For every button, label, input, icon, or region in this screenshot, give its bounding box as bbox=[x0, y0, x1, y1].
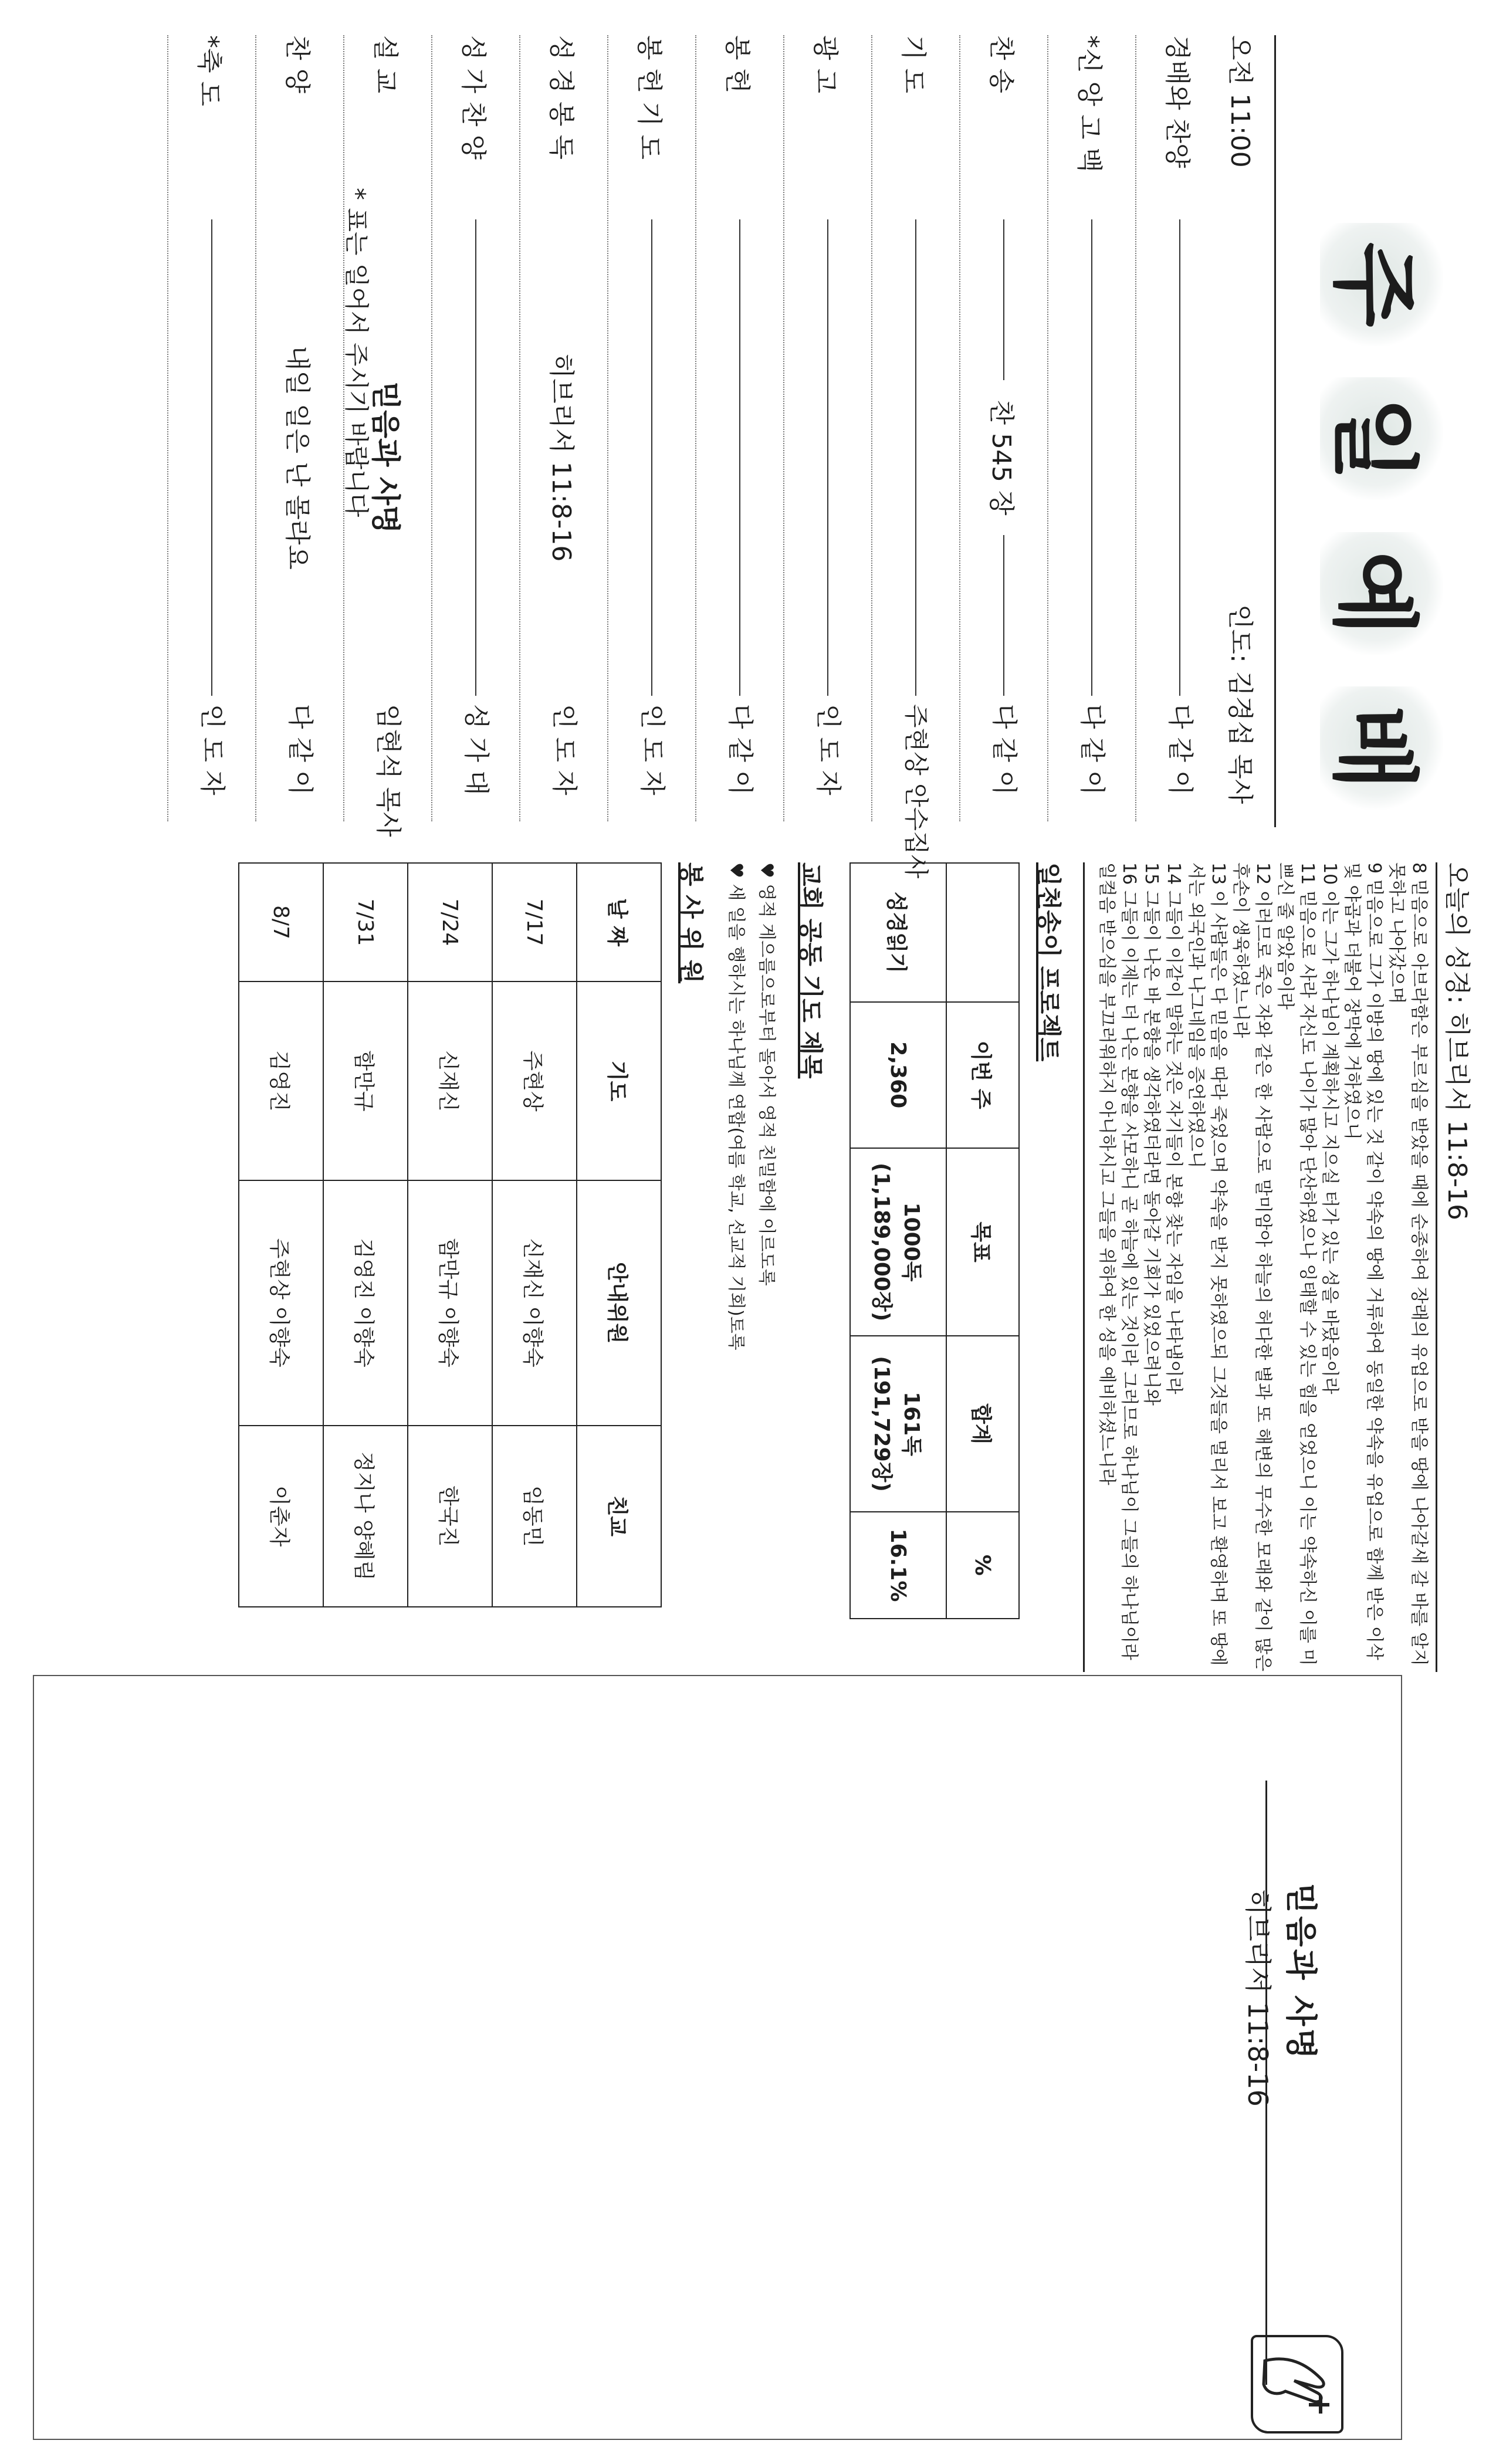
verse: 15 그들이 나온 바 본향을 생각하였더라면 돌아갈 기회가 있었으려니와 bbox=[1141, 862, 1162, 1406]
service-cell: 8/7 bbox=[239, 863, 323, 981]
hymn-number: 찬 545 장 bbox=[986, 400, 1016, 516]
worship-item-person: 다 같 이 bbox=[1165, 704, 1195, 796]
title-char: 일 bbox=[1320, 377, 1443, 500]
worship-row bbox=[519, 35, 607, 821]
leader-line bbox=[1003, 219, 1004, 380]
worship-row bbox=[695, 35, 783, 821]
worship-item-person: 임현석 목사 bbox=[373, 704, 403, 837]
worship-item-label: 봉 헌 기 도 bbox=[634, 35, 664, 160]
service-cell: 김영진 bbox=[239, 981, 323, 1180]
service-header: 기도 bbox=[577, 981, 661, 1180]
table-row bbox=[323, 863, 408, 1607]
leader-line bbox=[475, 219, 476, 696]
title-char: 배 bbox=[1320, 686, 1443, 810]
worship-item-label: 광 고 bbox=[810, 35, 840, 93]
worship-item-person: 주현상 안수집사 bbox=[902, 704, 930, 879]
service-time: 오전 11:00 bbox=[1225, 35, 1255, 168]
worship-item-label: 경배와 찬양 bbox=[1162, 35, 1192, 168]
leader-line bbox=[739, 219, 740, 696]
service-cell: 7/24 bbox=[408, 863, 492, 981]
verse: 12 이러므로 죽은 자와 같은 한 사람으로 말미암아 하늘의 허다한 별과 또 해변의 무수한 모래와 같이 많은 후손이 생육하였느니라 bbox=[1230, 862, 1273, 1671]
verse: 9 믿음으로 그가 이방의 땅에 있는 것 같이 약속의 땅에 거류하여 동일한 약속을 유업으로 함께 받은 이삭 및 야곱과 더불어 장막에 거하였으니 bbox=[1342, 862, 1385, 1660]
worship-item-label: 기 도 bbox=[898, 35, 928, 93]
project-goal bbox=[850, 1148, 946, 1336]
worship-item-person: 다 같 이 bbox=[725, 704, 755, 796]
verse: 13 이 사람들은 다 믿음을 따라 죽었으며 약속을 받지 못하였으되 그것들을 멀리서 보고 환영하며 또 땅에서는 외국인과 나그네임을 증언하였으니 bbox=[1186, 862, 1228, 1666]
worship-item-person: 인 도 자 bbox=[637, 704, 667, 796]
leader-line bbox=[1091, 219, 1092, 696]
worship-row bbox=[783, 35, 871, 821]
service-cell: 7/17 bbox=[492, 863, 577, 981]
service-header: 친교 bbox=[577, 1426, 661, 1607]
worship-item-label: 찬 송 bbox=[986, 35, 1016, 93]
service-cell: 함만규 bbox=[323, 981, 408, 1180]
project-total-value: 161독 bbox=[899, 1392, 923, 1457]
project-header: 목표 bbox=[946, 1148, 1019, 1336]
worship-item-person: 인 도 자 bbox=[813, 704, 843, 796]
verse: 10 이는 그가 하나님이 계획하시고 지으실 터가 있는 성을 바랐음이라 bbox=[1319, 862, 1340, 1395]
worship-title bbox=[1285, 223, 1478, 810]
verse: 11 믿음으로 사라 자신도 나이가 많아 단산하였으나 잉태할 수 있는 힘을 얻었으니 이는 약속하신 이를 미쁘신 줄 알았음이라 bbox=[1275, 862, 1318, 1666]
sermon-title: 믿음과 사명 bbox=[368, 381, 402, 534]
heart-icon: ♥ bbox=[756, 862, 777, 884]
scripture-heading: 오늘의 성경: 히브리서 11:8-16 bbox=[1436, 862, 1478, 1672]
title-char: 예 bbox=[1320, 532, 1443, 655]
table-row bbox=[492, 863, 577, 1607]
worship-row bbox=[1135, 35, 1223, 821]
service-table bbox=[238, 862, 662, 1607]
worship-item-person: 성 가 대 bbox=[461, 704, 491, 796]
project-goal-value: 1000독 bbox=[899, 1202, 923, 1282]
worship-item-person: 인 도 자 bbox=[549, 704, 579, 796]
prayer-text: 영적 게으름으로부터 돌아서 영적 친밀함에 이르도록 bbox=[756, 884, 777, 1286]
service-cell: 7/31 bbox=[323, 863, 408, 981]
worship-item-label: *신 앙 고 백 bbox=[1074, 35, 1104, 172]
worship-item-label: *축 도 bbox=[194, 35, 224, 106]
project-heading: 일천송이 프로젝트 bbox=[1034, 862, 1063, 1062]
project-header: 합계 bbox=[946, 1336, 1019, 1512]
service-cell: 이춘자 bbox=[239, 1426, 323, 1607]
project-percent: 16.1% bbox=[850, 1512, 946, 1619]
order-of-worship bbox=[167, 35, 1223, 879]
service-cell: 한국진 bbox=[408, 1426, 492, 1607]
worship-row bbox=[431, 35, 519, 821]
worship-item-person: 다 같 이 bbox=[989, 704, 1019, 796]
info-panel bbox=[238, 862, 1478, 1672]
cover-title: 믿음과 사명 bbox=[1282, 1883, 1319, 2062]
praying-hands-icon bbox=[1251, 2335, 1343, 2433]
project-row-label: 성경읽기 bbox=[850, 863, 946, 1002]
header-rule bbox=[1274, 35, 1276, 827]
service-heading: 봉 사 위 원 bbox=[676, 862, 705, 984]
worship-item-person: 다 같 이 bbox=[285, 704, 315, 796]
leader-line bbox=[211, 219, 212, 696]
service-header: 날 짜 bbox=[577, 863, 661, 981]
service-cell: 함만규 이향숙 bbox=[408, 1180, 492, 1426]
project-header: % bbox=[946, 1512, 1019, 1619]
service-cell: 정지나 양혜림 bbox=[323, 1426, 408, 1607]
worship-row bbox=[167, 35, 255, 821]
worship-item-label: 성 경 봉 독 bbox=[546, 35, 576, 160]
leader-line bbox=[1003, 535, 1004, 696]
project-week: 2,360 bbox=[850, 1002, 946, 1148]
section-divider bbox=[1083, 862, 1085, 1672]
verse: 16 그들이 이제는 더 나은 본향을 사모하니 곧 하늘에 있는 것이라 그러므로 하나님이 그들의 하나님이라 일컬음 받으심을 부끄러워하지 아니하시고 그들을 위하여 한 성을 예비하셨느니라 bbox=[1096, 862, 1139, 1660]
worship-row bbox=[1047, 35, 1135, 821]
worship-item-label: 봉 헌 bbox=[722, 35, 752, 93]
worship-row bbox=[959, 35, 1047, 821]
worship-row bbox=[871, 35, 959, 879]
cover-frame bbox=[33, 1675, 1402, 2440]
leader-line bbox=[651, 219, 652, 696]
service-cell: 임동민 bbox=[492, 1426, 577, 1607]
service-header: 안내위원 bbox=[577, 1180, 661, 1426]
service-cell: 주현상 이향숙 bbox=[239, 1180, 323, 1426]
project-goal-pages: (1,189,000장) bbox=[869, 1162, 893, 1322]
project-header bbox=[946, 863, 1019, 1002]
service-cell: 김영진 이향숙 bbox=[323, 1180, 408, 1426]
scripture-reference: 히브리서 11:8-16 bbox=[546, 353, 576, 562]
service-leader: 인도: 김경섭 목사 bbox=[1225, 604, 1255, 804]
project-total-pages: (191,729장) bbox=[869, 1356, 893, 1492]
project-total bbox=[850, 1336, 946, 1512]
worship-row bbox=[607, 35, 695, 821]
service-cell: 신재신 bbox=[408, 981, 492, 1180]
prayer-item bbox=[725, 862, 751, 1672]
heart-icon: ♥ bbox=[726, 862, 746, 884]
verse: 8 믿음으로 아브라함은 부르심을 받았을 때에 순종하여 장래의 유업으로 받을 땅에 나아갈새 갈 바를 알지 못하고 나아갔으며 bbox=[1386, 862, 1429, 1666]
worship-item-label: 성 가 찬 양 bbox=[458, 35, 488, 160]
title-char: 주 bbox=[1320, 223, 1443, 346]
table-row bbox=[239, 863, 323, 1607]
worship-row bbox=[255, 35, 343, 821]
project-header: 이번 주 bbox=[946, 1002, 1019, 1148]
worship-item-person: 인 도 자 bbox=[197, 704, 227, 796]
service-cell: 주현상 bbox=[492, 981, 577, 1180]
prayer-heading: 교회 공동 기도 제목 bbox=[796, 862, 825, 1079]
worship-item-person: 다 같 이 bbox=[1077, 704, 1107, 796]
prayer-text: 새 일을 행하시는 하나님께 연합(여름 학교, 선교적 기회)토록 bbox=[726, 884, 746, 1351]
song-title: 내일 일은 난 몰라요 bbox=[282, 346, 312, 570]
leader-line bbox=[915, 219, 916, 696]
service-cell: 신재신 이향숙 bbox=[492, 1180, 577, 1426]
table-row bbox=[408, 863, 492, 1607]
prayer-item bbox=[756, 862, 781, 1672]
worship-item-label: 설 교 bbox=[370, 35, 400, 93]
verse: 14 그들이 이같이 말하는 것은 자기들이 본향 찾는 자임을 나타냄이라 bbox=[1163, 862, 1184, 1395]
worship-item-label: 찬 양 bbox=[282, 35, 312, 93]
leader-line bbox=[827, 219, 828, 696]
project-table bbox=[849, 862, 1020, 1619]
leader-line bbox=[1179, 219, 1180, 696]
standing-footnote: * 표는 일어서 주시기 바랍니다 bbox=[342, 188, 371, 517]
cover-reference: 히브리서 11:8-16 bbox=[1242, 1889, 1274, 2107]
